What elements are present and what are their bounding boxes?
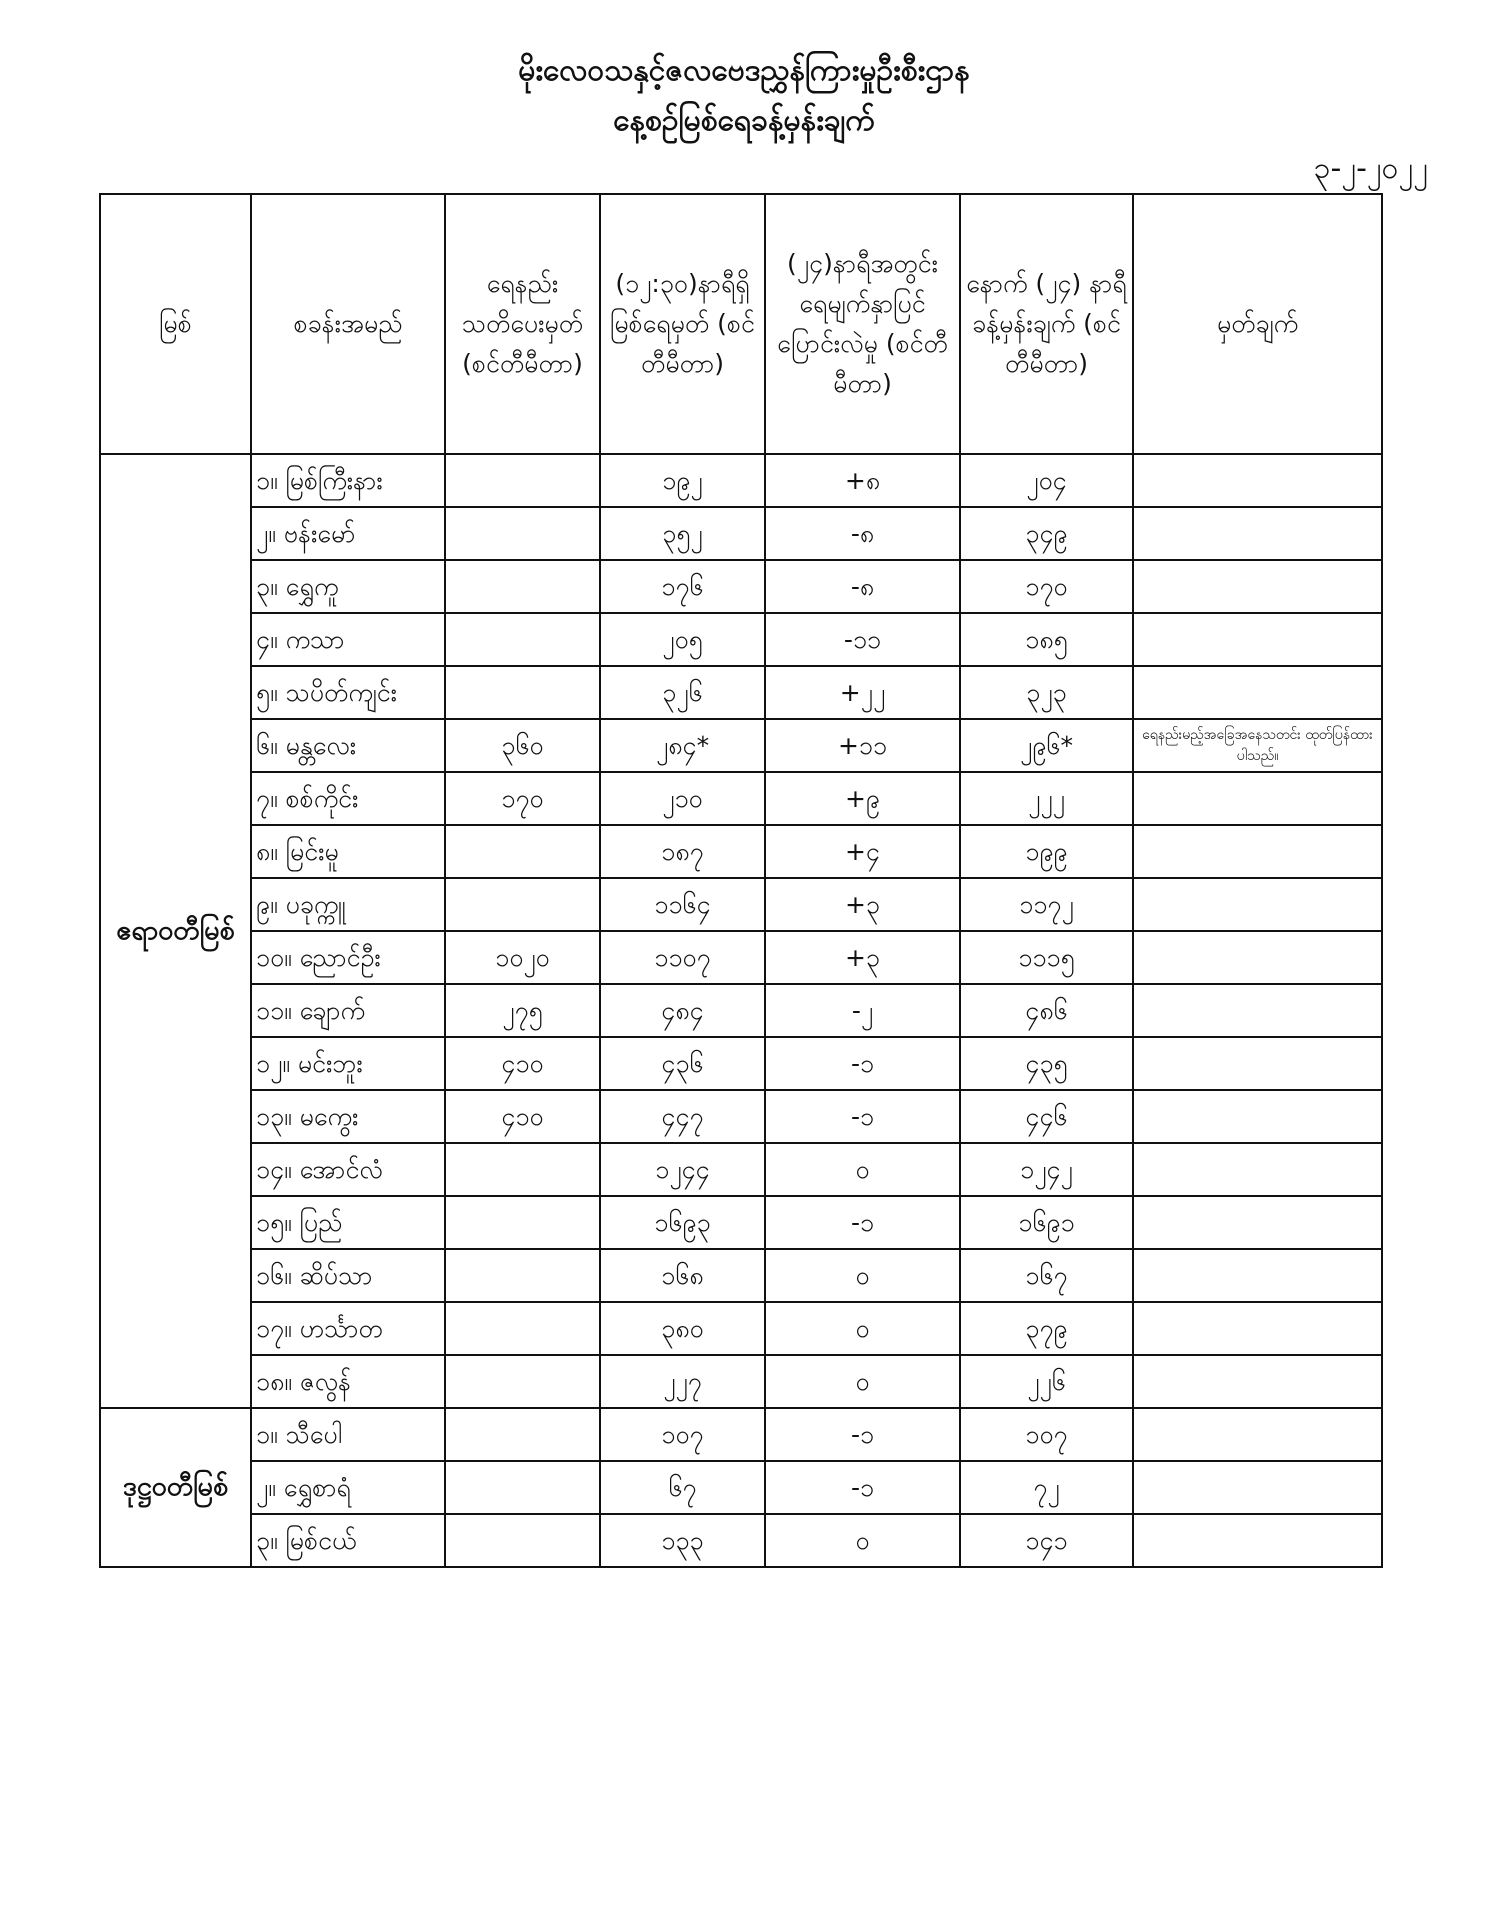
river-name-cell: ဧရာဝတီမြစ် [100,454,251,1408]
remark-cell [1133,931,1382,984]
station-cell: ၆။ မန္တလေး [251,719,445,772]
forecast-cell: ၁၆၉၁ [960,1196,1133,1249]
change-cell: -၁ [765,1037,960,1090]
station-cell: ၂။ ရွှေစာရံ [251,1461,445,1514]
warning-level-cell [445,825,600,878]
warning-level-cell [445,507,600,560]
station-cell: ၇။ စစ်ကိုင်း [251,772,445,825]
remark-cell [1133,613,1382,666]
table-row [100,507,1382,560]
remark-cell [1133,984,1382,1037]
col-header-water-level: (၁၂:၃၀)နာရီရှိ မြစ်ရေမှတ် (စင်တီမီတာ) [600,194,765,454]
water-level-cell: ၂၈၄* [600,719,765,772]
forecast-cell: ၁၈၅ [960,613,1133,666]
station-cell: ၈။ မြင်းမူ [251,825,445,878]
warning-level-cell [445,666,600,719]
change-cell: ၀ [765,1514,960,1567]
table-row [100,1355,1382,1408]
change-cell: ၀ [765,1143,960,1196]
water-level-cell: ၁၉၂ [600,454,765,507]
table-row [100,984,1382,1037]
change-cell: -၂ [765,984,960,1037]
department-title: မိုးလေဝသနှင့်ဇလဗေဒညွှန်ကြားမှုဦးစီးဌာန [518,53,970,88]
col-header-river: မြစ် [100,194,251,454]
remark-cell [1133,1302,1382,1355]
water-level-cell: ၁၆၈ [600,1249,765,1302]
warning-level-cell [445,1408,600,1461]
table-row [100,825,1382,878]
station-cell: ၄။ ကသာ [251,613,445,666]
table-row [100,1514,1382,1567]
warning-level-cell [445,878,600,931]
table-row [100,1461,1382,1514]
forecast-cell: ၇၂ [960,1461,1133,1514]
remark-cell [1133,1090,1382,1143]
change-cell: +၉ [765,772,960,825]
warning-level-cell [445,560,600,613]
warning-level-cell: ၄၁၀ [445,1090,600,1143]
table-row [100,878,1382,931]
table-row [100,931,1382,984]
report-date: ၃-၂-၂၀၂၂ [1313,151,1428,186]
station-cell: ၁။ မြစ်ကြီးနား [251,454,445,507]
water-level-cell: ၁၃၃ [600,1514,765,1567]
warning-level-cell [445,1514,600,1567]
warning-level-cell [445,1302,600,1355]
change-cell: -၁၁ [765,613,960,666]
table-row [100,1249,1382,1302]
change-cell: +၁၁ [765,719,960,772]
remark-cell [1133,878,1382,931]
station-cell: ၃။ မြစ်ငယ် [251,1514,445,1567]
change-cell: -၁ [765,1090,960,1143]
station-cell: ၃။ ရွှေကူ [251,560,445,613]
col-header-warning-level: ရေနည်း သတိပေးမှတ် (စင်တီမီတာ) [445,194,600,454]
col-header-station: စခန်းအမည် [251,194,445,454]
station-cell: ၁၆။ ဆိပ်သာ [251,1249,445,1302]
remark-cell [1133,1461,1382,1514]
header-row [100,194,1382,454]
warning-level-cell: ၄၁၀ [445,1037,600,1090]
change-cell: -၁ [765,1196,960,1249]
forecast-cell: ၄၄၆ [960,1090,1133,1143]
forecast-cell: ၃၇၉ [960,1302,1133,1355]
water-level-cell: ၂၀၅ [600,613,765,666]
water-level-cell: ၃၂၆ [600,666,765,719]
remark-cell [1133,772,1382,825]
change-cell: +၈ [765,454,960,507]
change-cell: -၁ [765,1408,960,1461]
water-level-cell: ၁၁၆၄ [600,878,765,931]
remark-cell [1133,1249,1382,1302]
water-level-cell: ၁၈၇ [600,825,765,878]
table-row [100,454,1382,507]
water-level-cell: ၂၂၇ [600,1355,765,1408]
forecast-cell: ၃၄၉ [960,507,1133,560]
remark-cell [1133,1408,1382,1461]
station-cell: ၁၇။ ဟင်္သာတ [251,1302,445,1355]
remark-cell [1133,666,1382,719]
change-cell: +၄ [765,825,960,878]
warning-level-cell [445,1196,600,1249]
warning-level-cell [445,613,600,666]
water-level-cell: ၁၁၀၇ [600,931,765,984]
forecast-cell: ၁၀၇ [960,1408,1133,1461]
change-cell: +၃ [765,878,960,931]
warning-level-cell: ၃၆၀ [445,719,600,772]
remark-cell [1133,825,1382,878]
warning-level-cell [445,1143,600,1196]
table-row [100,613,1382,666]
table-row [100,560,1382,613]
warning-level-cell: ၂၇၅ [445,984,600,1037]
forecast-cell: ၄၈၆ [960,984,1133,1037]
remark-cell [1133,1514,1382,1567]
col-header-change: (၂၄)နာရီအတွင်း ရေမျက်နှာပြင် ပြောင်းလဲမှု (စင်တီမီတာ) [765,194,960,454]
change-cell: -၈ [765,507,960,560]
forecast-cell: ၁၂၄၂ [960,1143,1133,1196]
station-cell: ၂။ ဗန်းမော် [251,507,445,560]
remark-cell [1133,560,1382,613]
water-level-cell: ၄၄၇ [600,1090,765,1143]
forecast-cell: ၂၂၂ [960,772,1133,825]
station-cell: ၁၂။ မင်းဘူး [251,1037,445,1090]
water-level-cell: ၁၀၇ [600,1408,765,1461]
forecast-cell: ၂၀၄ [960,454,1133,507]
col-header-forecast: နောက် (၂၄) နာရီ ခန့်မှန်းချက် (စင်တီမီတာ) [960,194,1133,454]
station-cell: ၁၀။ ညောင်ဦး [251,931,445,984]
water-level-cell: ၃၅၂ [600,507,765,560]
warning-level-cell [445,1249,600,1302]
forecast-cell: ၁၄၁ [960,1514,1133,1567]
table-row [100,772,1382,825]
water-level-cell: ၁၆၉၃ [600,1196,765,1249]
remark-cell [1133,454,1382,507]
station-cell: ၅။ သပိတ်ကျင်း [251,666,445,719]
warning-level-cell: ၁၇၀ [445,772,600,825]
station-cell: ၁၈။ ဇလွန် [251,1355,445,1408]
forecast-cell: ၃၂၃ [960,666,1133,719]
forecast-cell: ၂၉၆* [960,719,1133,772]
table-row [100,719,1382,772]
water-level-cell: ၄၃၆ [600,1037,765,1090]
table-row [100,1143,1382,1196]
change-cell: ၀ [765,1249,960,1302]
forecast-cell: ၁၁၁၅ [960,931,1133,984]
forecast-cell: ၁၁၇၂ [960,878,1133,931]
water-level-cell: ၃၈၀ [600,1302,765,1355]
change-cell: ၀ [765,1302,960,1355]
table-row [100,1196,1382,1249]
col-header-remark: မှတ်ချက် [1133,194,1382,454]
station-cell: ၁၃။ မကွေး [251,1090,445,1143]
station-cell: ၁၁။ ချောက် [251,984,445,1037]
change-cell: ၀ [765,1355,960,1408]
forecast-cell: ၂၂၆ [960,1355,1133,1408]
table-row [100,1408,1382,1461]
station-cell: ၁၄။ အောင်လံ [251,1143,445,1196]
remark-cell [1133,1196,1382,1249]
remark-cell [1133,507,1382,560]
remark-cell [1133,1037,1382,1090]
warning-level-cell [445,454,600,507]
station-cell: ၁။ သီပေါ [251,1408,445,1461]
change-cell: -၈ [765,560,960,613]
change-cell: +၂၂ [765,666,960,719]
water-level-cell: ၄၈၄ [600,984,765,1037]
table-row [100,1037,1382,1090]
table-row [100,1302,1382,1355]
table-row [100,666,1382,719]
warning-level-cell [445,1355,600,1408]
forecast-title: နေ့စဉ်မြစ်ရေခန့်မှန်းချက် [613,103,875,138]
water-level-cell: ၁၇၆ [600,560,765,613]
forecast-cell: ၄၃၅ [960,1037,1133,1090]
table-row [100,1090,1382,1143]
change-cell: +၃ [765,931,960,984]
warning-level-cell [445,1461,600,1514]
forecast-cell: ၁၇၀ [960,560,1133,613]
change-cell: -၁ [765,1461,960,1514]
water-level-cell: ၂၁၀ [600,772,765,825]
forecast-cell: ၁၉၉ [960,825,1133,878]
remark-cell: ရေနည်းမည့်အခြေအနေသတင်း ထုတ်ပြန်ထားပါသည်။ [1133,719,1382,772]
remark-cell [1133,1143,1382,1196]
station-cell: ၁၅။ ပြည် [251,1196,445,1249]
remark-cell [1133,1355,1382,1408]
water-level-cell: ၆၇ [600,1461,765,1514]
river-level-table [99,193,1383,1568]
water-level-cell: ၁၂၄၄ [600,1143,765,1196]
warning-level-cell: ၁၀၂၀ [445,931,600,984]
station-cell: ၉။ ပခုက္ကူ [251,878,445,931]
river-name-cell: ဒုဋ္ဌဝတီမြစ် [100,1408,251,1567]
forecast-cell: ၁၆၇ [960,1249,1133,1302]
